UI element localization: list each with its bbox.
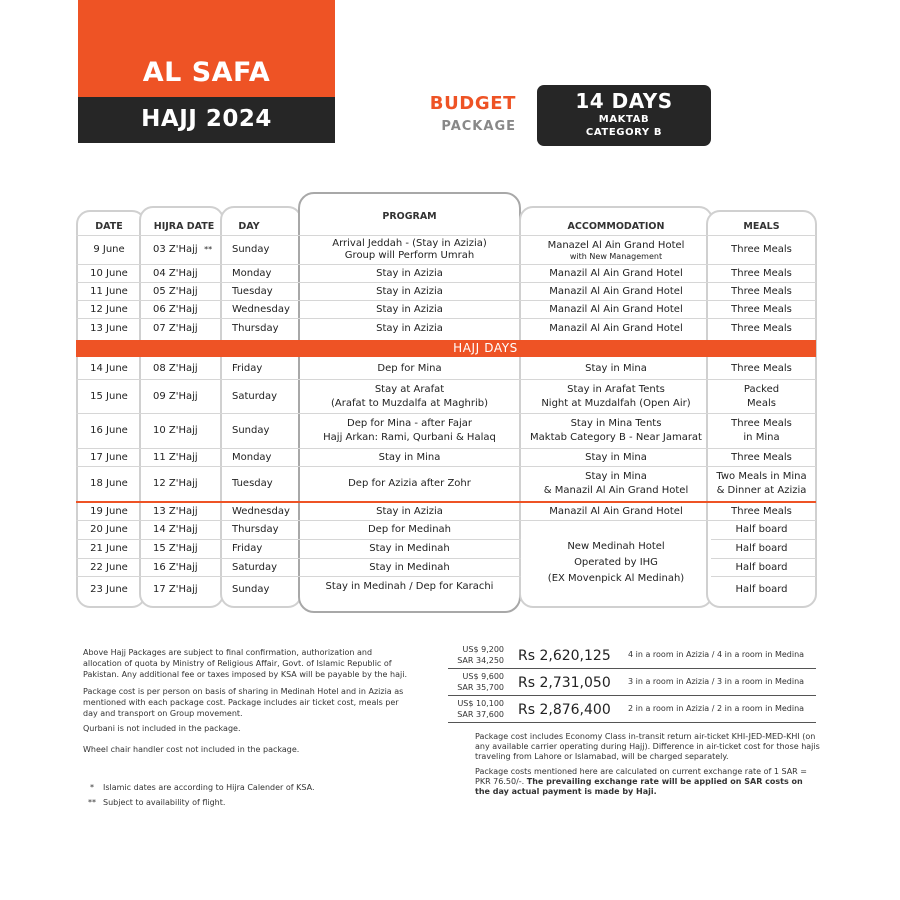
row-day: Saturday (232, 390, 278, 402)
package-label: PACKAGE (441, 119, 516, 134)
brand-name: AL SAFA (142, 57, 271, 88)
row-accommodation: Manazil Al Ain Grand Hotel (549, 505, 683, 517)
row-program: Dep for Azizia after Zohr (348, 478, 471, 489)
price-note-text: Package costs mentioned here are calculated on current exchange rate of 1 SAR = PKR 76.50/-. (475, 767, 807, 786)
brand-year: HAJJ 2024 (141, 106, 272, 132)
row-day: Monday (232, 451, 272, 463)
row-day: Wednesday (232, 505, 290, 517)
accommodation-line: Stay in Arafat Tents (567, 383, 665, 395)
row-date: 20 June (90, 524, 128, 535)
program-line: Stay at Arafat (374, 383, 445, 395)
row-day: Wednesday (232, 303, 290, 315)
row-day: Thursday (232, 323, 279, 334)
meals-line: & Dinner at Azizia (716, 485, 807, 496)
row-hijra-date: 05 Z'Hajj (153, 285, 198, 297)
row-day: Tuesday (232, 285, 273, 297)
row-accommodation (521, 467, 711, 501)
row-date: 19 June (90, 505, 128, 517)
row-date: 12 June (90, 303, 128, 315)
price-usd: US$ 10,100 (457, 699, 504, 708)
row-program: Stay in Medinah / Dep for Karachi (325, 581, 494, 592)
row-accommodation (521, 380, 711, 413)
row-meals: Three Meals (731, 244, 792, 255)
row-day: Saturday (232, 561, 278, 573)
meals-line: Three Meals (731, 418, 792, 429)
price-room-sharing: 2 in a room in Azizia / 2 in a room in Medina (628, 704, 805, 713)
accommodation-line: New Medinah Hotel (567, 541, 665, 552)
row-meals: Half board (735, 584, 788, 595)
row-date: 16 June (90, 425, 128, 436)
accommodation-line: Operated by IHG (574, 557, 658, 568)
note-text: Package cost is per person on basis of sharing in Medinah Hotel and in Azizia as mentioned with each package cost. Package includes air ticket cost, meals per day and transport on Group movement. (83, 687, 404, 718)
row-accommodation: Manazil Al Ain Grand Hotel (549, 303, 683, 315)
row-day: Friday (232, 362, 263, 374)
brand-banner (78, 0, 335, 97)
row-hijra-date: 09 Z'Hajj (153, 390, 198, 402)
accommodation-line: Maktab Category B - Near Jamarat (530, 432, 702, 443)
row-date: 14 June (90, 362, 128, 374)
row-hijra-date: 17 Z'Hajj (153, 584, 198, 595)
header-date: DATE (95, 221, 123, 232)
price-room-sharing: 3 in a room in Azizia / 3 in a room in Medina (628, 677, 805, 686)
row-date: 10 June (90, 267, 128, 279)
row-meals: Half board (735, 561, 788, 573)
row-day: Thursday (232, 524, 279, 535)
price-row (448, 642, 816, 669)
footnote-text: Subject to availability of flight. (103, 798, 226, 807)
row-hijra-date (146, 236, 222, 264)
price-sar: SAR 34,250 (457, 656, 504, 665)
days-badge (537, 85, 711, 146)
price-foreign (448, 644, 504, 666)
row-hijra-date: 08 Z'Hajj (153, 362, 198, 374)
category-label: CATEGORY B (585, 127, 663, 138)
row-accommodation (521, 236, 711, 264)
row-date: 9 June (93, 244, 125, 255)
price-note-text: Package cost includes Economy Class in-transit return air-ticket KHI-JED-MED-KHI (on any available carrier operating during Hajj). Difference in air-ticket cost for those hajis traveling from Lahore or Islamabad, will be charged separately. (475, 732, 820, 761)
price-pkr: Rs 2,731,050 (518, 675, 611, 691)
header-day: DAY (238, 221, 260, 232)
price-pkr: Rs 2,876,400 (518, 702, 611, 718)
row-hijra-date: 14 Z'Hajj (153, 524, 198, 535)
program-line: (Arafat to Muzdalfa at Maghrib) (330, 397, 489, 409)
row-meals: Three Meals (731, 303, 792, 315)
row-meals: Three Meals (731, 362, 792, 374)
row-program: Stay in Medinah (369, 543, 450, 554)
days-label: 14 DAYS (575, 89, 673, 113)
row-day: Tuesday (232, 478, 273, 489)
row-date: 15 June (90, 390, 128, 402)
accommodation-line: Manazel Al Ain Grand Hotel (547, 239, 685, 251)
row-program: Stay in Azizia (376, 285, 443, 297)
price-note-emphasis: The prevailing exchange rate will be applied on SAR costs on the day actual payment is made by Haji. (475, 777, 803, 796)
row-hijra-date: 06 Z'Hajj (153, 303, 198, 315)
row-program: Stay in Medinah (369, 561, 450, 573)
program-line: Dep for Mina - after Fajar (347, 418, 472, 429)
price-sar: SAR 37,600 (457, 710, 504, 719)
row-date: 13 June (90, 323, 128, 334)
row-hijra-date: 04 Z'Hajj (153, 267, 198, 279)
footnote (83, 782, 343, 808)
footnote-mark: * (90, 783, 94, 792)
row-meals (711, 380, 812, 413)
row-date: 22 June (90, 561, 128, 573)
price-note-exchange (475, 767, 820, 797)
row-program: Stay in Azizia (376, 267, 443, 279)
row-accommodation (521, 414, 711, 448)
row-meals: Half board (735, 543, 788, 554)
meals-line: Two Meals in Mina (716, 471, 807, 482)
row-date: 18 June (90, 478, 128, 489)
row-hijra-date: 16 Z'Hajj (153, 561, 198, 573)
header-accommodation: ACCOMMODATION (567, 221, 665, 232)
row-hijra-date: 10 Z'Hajj (153, 425, 198, 436)
price-foreign (448, 671, 504, 693)
footnote-mark: ** (204, 245, 213, 254)
brand-year-banner (78, 97, 335, 143)
hajj-days-band (76, 340, 816, 357)
row-meals (711, 467, 812, 501)
maktab-label: MAKTAB (598, 114, 650, 125)
meals-line: Packed (743, 383, 780, 395)
row-day: Sunday (232, 244, 270, 255)
accommodation-line: & Manazil Al Ain Grand Hotel (543, 485, 689, 496)
note-text: Above Hajj Packages are subject to final confirmation, authorization and allocation of quota by Ministry of Religious Affair, Govt. of Islamic Republic of Pakistan. Any additional fee or taxes imposed by KSA will be payable by the haji. (83, 648, 407, 679)
row-meals: Three Meals (731, 323, 792, 334)
price-pkr: Rs 2,620,125 (518, 648, 611, 664)
row-program: Stay in Azizia (376, 505, 443, 517)
row-day: Sunday (232, 425, 270, 436)
row-accommodation: Manazil Al Ain Grand Hotel (549, 323, 683, 334)
price-usd: US$ 9,600 (462, 672, 504, 681)
row-hijra-date: 15 Z'Hajj (153, 543, 198, 554)
row-hijra-date: 13 Z'Hajj (153, 505, 198, 517)
row-program: Stay in Azizia (376, 323, 443, 334)
row-program: Stay in Mina (378, 451, 441, 463)
row-accommodation: Manazil Al Ain Grand Hotel (549, 267, 683, 279)
program-line: Arrival Jeddah - (Stay in Azizia) (332, 238, 487, 249)
note-text: Qurbani is not included in the package. (83, 724, 241, 733)
row-meals: Three Meals (731, 285, 792, 297)
accommodation-line: Stay in Mina (585, 471, 647, 482)
row-day: Monday (232, 267, 272, 279)
program-line: Hajj Arkan: Rami, Qurbani & Halaq (323, 432, 496, 443)
price-usd: US$ 9,200 (462, 645, 504, 654)
program-line: Group will Perform Umrah (344, 250, 475, 261)
row-meals: Three Meals (731, 451, 792, 463)
accommodation-line: (EX Movenpick Al Medinah) (547, 573, 685, 584)
hijra-date-text: 03 Z'Hajj (153, 244, 198, 255)
price-row (448, 669, 816, 696)
row-day: Friday (232, 543, 263, 554)
row-meals: Three Meals (731, 267, 792, 279)
row-date: 17 June (90, 451, 128, 463)
price-notes (475, 732, 820, 802)
row-day: Sunday (232, 584, 270, 595)
budget-label: BUDGET (429, 93, 516, 114)
terms-notes (83, 647, 413, 759)
row-date: 23 June (90, 584, 128, 595)
row-program (300, 380, 519, 413)
footnote-mark: ** (88, 798, 96, 807)
header-hijra: HIJRA DATE (153, 221, 215, 232)
row-date: 21 June (90, 543, 128, 554)
accommodation-line: Stay in Mina Tents (570, 418, 662, 429)
row-meals: Half board (735, 524, 788, 535)
medinah-accommodation (521, 538, 711, 588)
price-room-sharing: 4 in a room in Azizia / 4 in a room in Medina (628, 650, 805, 659)
row-accommodation: Manazil Al Ain Grand Hotel (549, 285, 683, 297)
row-meals (711, 414, 812, 448)
price-foreign (448, 698, 504, 720)
row-date: 11 June (90, 285, 128, 297)
hajj-days-label: HAJJ DAYS (453, 341, 518, 355)
row-accommodation: Stay in Mina (585, 362, 647, 374)
row-program (300, 236, 519, 264)
row-program: Stay in Azizia (376, 303, 443, 315)
note-text: Wheel chair handler cost not included in the package. (83, 745, 300, 754)
accommodation-note: with New Management (569, 251, 663, 261)
meals-line: in Mina (743, 432, 780, 443)
header-program: PROGRAM (382, 211, 437, 222)
footnote-text: Islamic dates are according to Hijra Calender of KSA. (103, 783, 315, 792)
row-hijra-date: 11 Z'Hajj (153, 451, 198, 463)
header-meals: MEALS (743, 221, 780, 232)
row-accommodation: Stay in Mina (585, 451, 647, 463)
price-sar: SAR 35,700 (457, 683, 504, 692)
accommodation-line: Night at Muzdalfah (Open Air) (541, 397, 691, 409)
row-program: Dep for Medinah (367, 524, 452, 535)
row-program (300, 414, 519, 448)
row-hijra-date: 07 Z'Hajj (153, 323, 198, 334)
row-hijra-date: 12 Z'Hajj (153, 478, 198, 489)
row-program: Dep for Mina (377, 362, 442, 374)
row-meals: Three Meals (731, 505, 792, 517)
price-row (448, 696, 816, 723)
meals-line: Meals (747, 397, 776, 409)
